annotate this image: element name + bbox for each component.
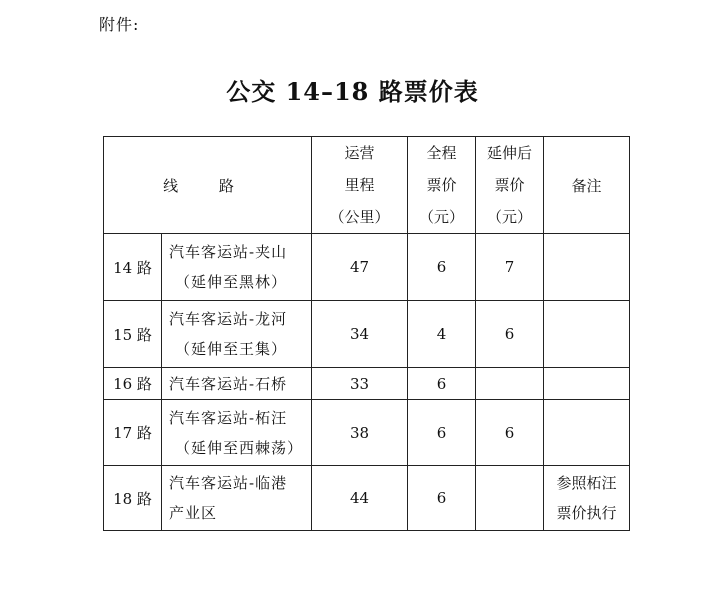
route-name <box>162 301 312 368</box>
route-number: 18 路 <box>104 466 162 531</box>
route-name <box>162 466 312 531</box>
fare-table <box>103 136 630 531</box>
full-fare-cell: 6 <box>408 466 476 531</box>
table-row <box>104 466 630 531</box>
route-name <box>162 368 312 400</box>
header-distance-line-2: 里程 <box>344 176 375 194</box>
route-number: 16 路 <box>104 368 162 400</box>
header-full-fare-line-2: 票价 <box>426 176 457 194</box>
route-number: 14 路 <box>104 234 162 301</box>
header-extended-fare <box>476 137 544 234</box>
distance-cell: 38 <box>312 400 408 466</box>
route-name-line: 汽车客运站-夹山 <box>169 243 288 261</box>
extended-fare-cell: 6 <box>476 301 544 368</box>
route-extension: （延伸至黑林） <box>175 273 288 291</box>
header-line: 线 路 <box>104 137 312 234</box>
extended-fare-cell <box>476 466 544 531</box>
route-name-line: 汽车客运站-柘汪 <box>169 408 288 427</box>
route-name-line: 汽车客运站-临港 <box>169 474 288 492</box>
route-name-line-2: 产业区 <box>169 504 218 522</box>
header-row <box>104 137 630 234</box>
attachment-label: 附件: <box>99 15 140 34</box>
remarks-cell <box>544 368 630 400</box>
full-fare-cell: 4 <box>408 301 476 368</box>
header-extended-fare-line-3: （元） <box>486 208 532 226</box>
table-row <box>104 368 630 400</box>
header-remarks: 备注 <box>544 137 630 234</box>
full-fare-cell: 6 <box>408 400 476 466</box>
full-fare-cell: 6 <box>408 234 476 301</box>
table-row <box>104 234 630 301</box>
remarks-cell <box>544 234 630 301</box>
header-extended-fare-line-1: 延伸后 <box>486 144 532 162</box>
table-row <box>104 301 630 368</box>
document-title: 公交 14–18 路票价表 <box>226 77 479 106</box>
remarks-line-2: 票价执行 <box>556 504 617 522</box>
route-number: 15 路 <box>104 301 162 368</box>
remarks-cell <box>544 301 630 368</box>
extended-fare-cell: 7 <box>476 234 544 301</box>
distance-cell: 34 <box>312 301 408 368</box>
distance-cell: 44 <box>312 466 408 531</box>
route-name-line: 汽车客运站-石桥 <box>169 374 288 393</box>
header-distance-line-3: （公里） <box>329 208 390 226</box>
route-name <box>162 234 312 301</box>
header-full-fare-line-3: （元） <box>418 208 464 226</box>
header-distance-line-1: 运营 <box>344 144 375 162</box>
header-full-fare <box>408 137 476 234</box>
remarks-cell <box>544 400 630 466</box>
route-name-line: 汽车客运站-龙河 <box>169 310 288 328</box>
extended-fare-cell <box>476 368 544 400</box>
route-name <box>162 400 312 466</box>
extended-fare-cell: 6 <box>476 400 544 466</box>
route-number: 17 路 <box>104 400 162 466</box>
distance-cell: 47 <box>312 234 408 301</box>
remarks-cell <box>544 466 630 531</box>
route-extension: （延伸至西棘荡） <box>175 438 304 457</box>
header-extended-fare-line-2: 票价 <box>494 176 525 194</box>
full-fare-cell: 6 <box>408 368 476 400</box>
distance-cell: 33 <box>312 368 408 400</box>
route-extension: （延伸至王集） <box>175 340 288 358</box>
header-distance <box>312 137 408 234</box>
header-full-fare-line-1: 全程 <box>426 144 457 162</box>
remarks-line-1: 参照柘汪 <box>556 474 617 492</box>
table-row <box>104 400 630 466</box>
